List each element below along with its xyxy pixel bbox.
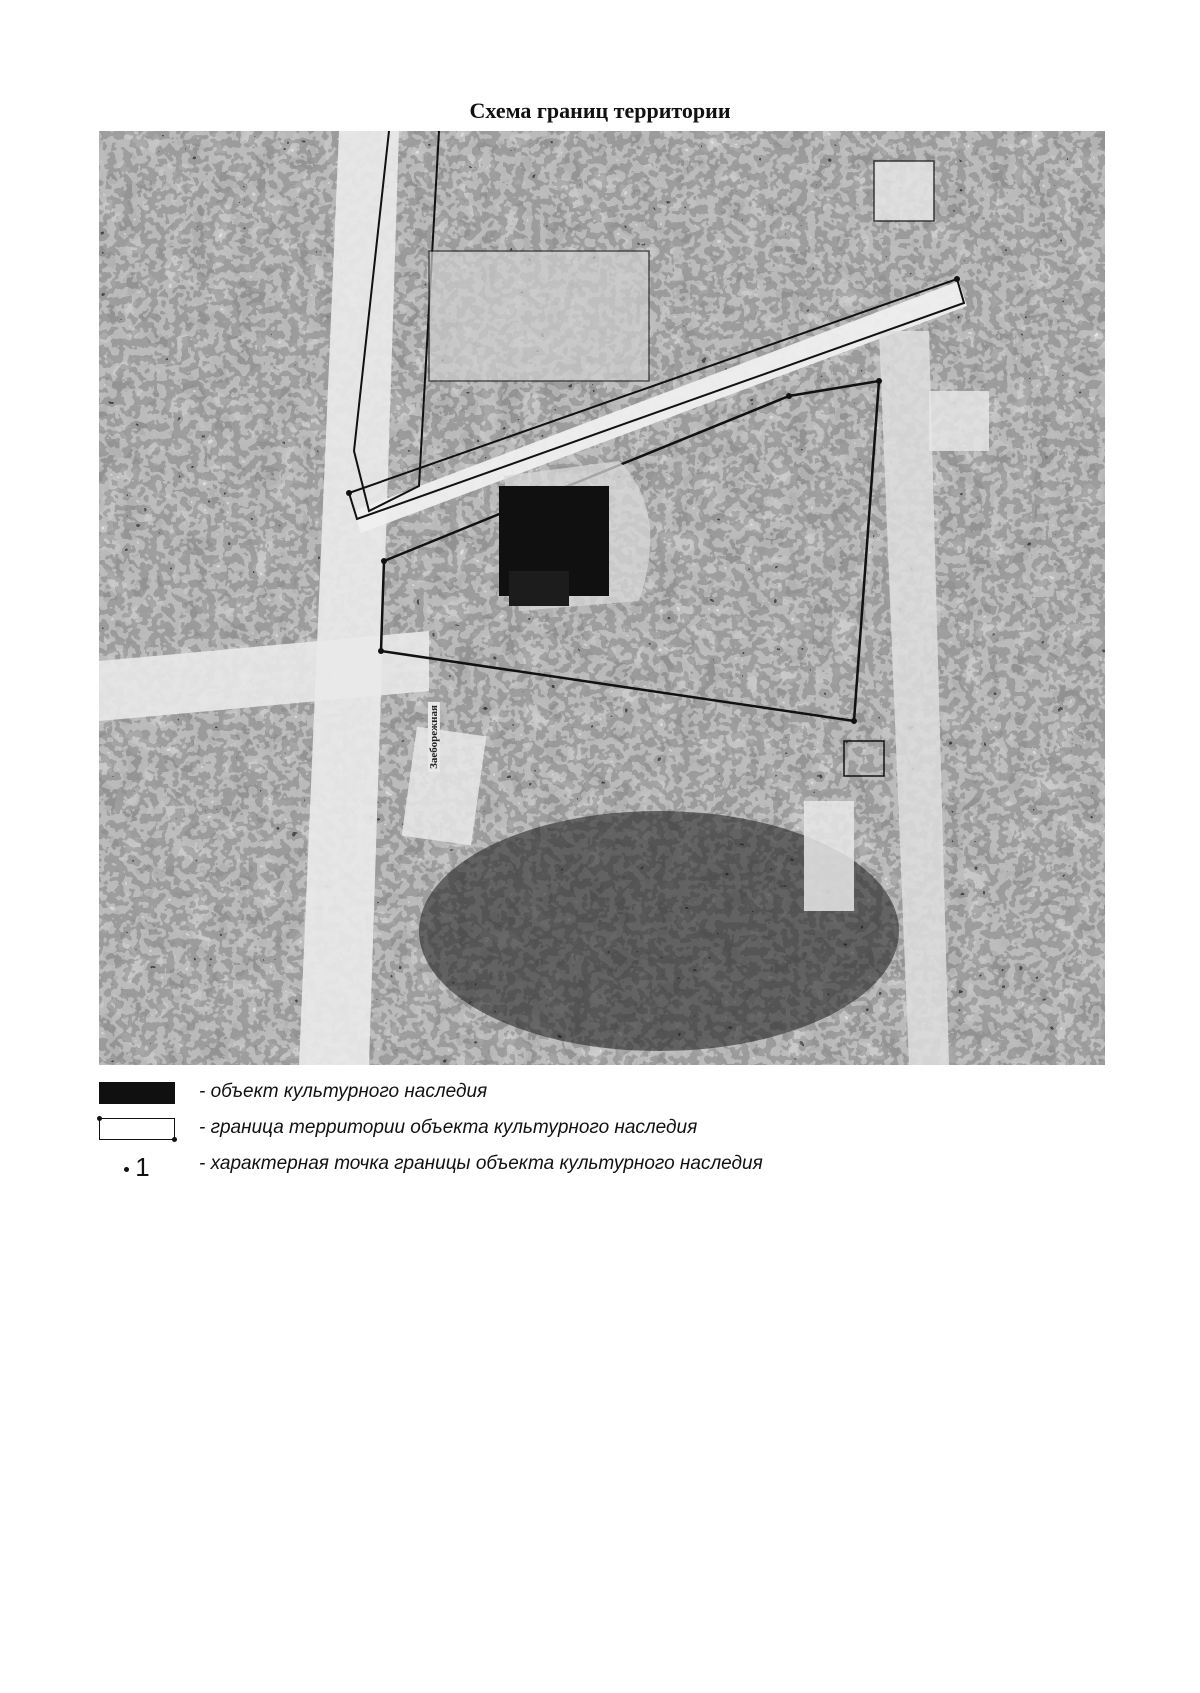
legend-row-boundary <box>99 1114 1099 1150</box>
legend-row-object <box>99 1078 1099 1114</box>
building-northeast <box>874 161 934 221</box>
plot-north <box>429 251 649 381</box>
legend-object-swatch <box>99 1082 175 1104</box>
point-dot-icon <box>124 1167 129 1172</box>
street-label: Заеборежная <box>428 702 440 772</box>
page-title: Схема границ территории <box>469 98 731 123</box>
legend-point-text: - характерная точка границы объекта культурного наследия <box>199 1153 763 1174</box>
legend <box>99 1078 1099 1186</box>
legend-boundary-text: - граница территории объекта культурного наследия <box>199 1117 698 1138</box>
legend-point-swatch <box>99 1152 175 1182</box>
legend-row-point <box>99 1150 1099 1186</box>
legend-boundary-swatch <box>99 1118 175 1140</box>
heritage-building-annex <box>509 571 569 606</box>
map-svg <box>99 131 1105 1065</box>
legend-object-text: - объект культурного наследия <box>199 1081 488 1102</box>
building-southeast <box>804 801 854 911</box>
aerial-map <box>99 131 1105 1065</box>
legend-point-mark: 1 <box>135 1152 150 1182</box>
building-east <box>929 391 989 451</box>
